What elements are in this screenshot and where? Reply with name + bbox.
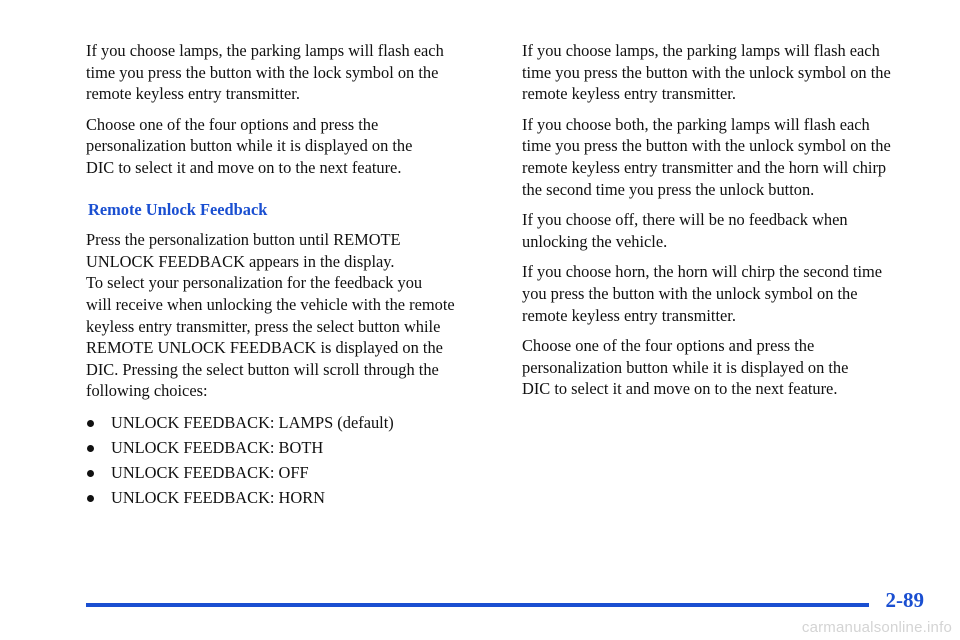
left-column [86, 40, 490, 512]
list-item-label: UNLOCK FEEDBACK: HORN [111, 488, 325, 508]
text-line: If you choose off, there will be no feedback when [522, 210, 848, 230]
text-line: UNLOCK FEEDBACK appears in the display. [86, 251, 395, 271]
text-line: REMOTE UNLOCK FEEDBACK is displayed on the [86, 338, 443, 358]
right-paragraph-4 [522, 261, 932, 326]
text-line: remote keyless entry transmitter. [522, 84, 736, 104]
text-line: the second time you press the unlock button. [522, 179, 815, 199]
list-item [86, 412, 490, 434]
text-line: remote keyless entry transmitter. [522, 305, 736, 325]
text-line: personalization button while it is displayed on the [522, 357, 849, 377]
text-line: time you press the button with the lock symbol on the [86, 62, 439, 82]
section-heading: Remote Unlock Feedback [88, 199, 268, 219]
right-paragraph-3 [522, 209, 932, 252]
bullet-icon [87, 495, 94, 502]
text-line: personalization button while it is displayed on the [86, 136, 413, 156]
text-line: you press the button with the unlock symbol on the [522, 283, 858, 303]
text-line: DIC to select it and move on to the next feature. [522, 379, 838, 399]
text-line: time you press the button with the unlock symbol on the [522, 136, 891, 156]
text-line: remote keyless entry transmitter and the horn will chirp [522, 157, 887, 177]
list-item [86, 437, 490, 459]
right-paragraph-5 [522, 335, 932, 400]
right-paragraph-2 [522, 114, 932, 200]
list-item [86, 462, 490, 484]
text-line: time you press the button with the unlock symbol on the [522, 62, 891, 82]
text-line: will receive when unlocking the vehicle with the remote [86, 294, 455, 314]
list-item-label: UNLOCK FEEDBACK: LAMPS (default) [111, 412, 394, 432]
bullet-icon [87, 445, 94, 452]
list-item [86, 487, 490, 509]
text-line: unlocking the vehicle. [522, 231, 668, 251]
text-line: If you choose horn, the horn will chirp the second time [522, 262, 883, 282]
bullet-icon [87, 470, 94, 477]
text-line: following choices: [86, 381, 208, 401]
list-item-label: UNLOCK FEEDBACK: OFF [111, 463, 309, 483]
watermark: carmanualsonline.info [801, 619, 952, 636]
text-line: keyless entry transmitter, press the select button while [86, 316, 441, 336]
text-line: If you choose lamps, the parking lamps will flash each [86, 41, 444, 60]
right-paragraph-1 [522, 40, 932, 105]
text-line: Press the personalization button until REMOTE [86, 230, 401, 250]
left-paragraph-3 [86, 229, 490, 402]
list-item-label: UNLOCK FEEDBACK: BOTH [111, 438, 324, 457]
left-paragraph-1 [86, 40, 490, 105]
page-number: 2-89 [885, 588, 924, 612]
text-line: DIC to select it and move on to the next feature. [86, 157, 402, 177]
text-line: If you choose both, the parking lamps will flash each [522, 114, 870, 134]
bullet-icon [87, 420, 94, 427]
left-paragraph-2 [86, 114, 490, 179]
text-line: To select your personalization for the feedback you [86, 273, 423, 293]
footer-divider [86, 603, 869, 607]
text-line: Choose one of the four options and press the [522, 336, 815, 356]
feedback-options-list [86, 412, 490, 509]
right-column [522, 40, 932, 409]
text-line: DIC. Pressing the select button will scroll through the [86, 359, 439, 379]
text-line: remote keyless entry transmitter. [86, 84, 300, 104]
text-line: Choose one of the four options and press the [86, 114, 379, 134]
text-line: If you choose lamps, the parking lamps will flash each [522, 41, 880, 60]
